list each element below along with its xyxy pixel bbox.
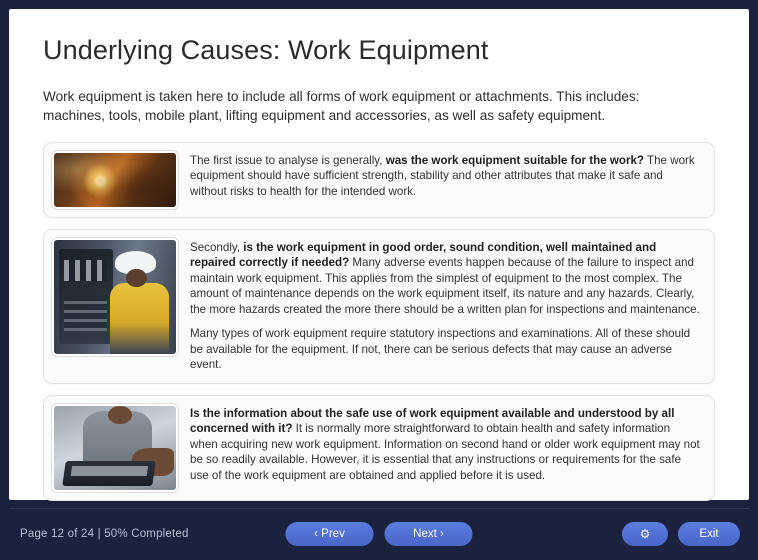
- content-card: [43, 229, 715, 384]
- card-text: [178, 238, 706, 375]
- card-text-rest: The work equipment should have sufficient strength, stability and other attributes that make it safe and without risks to health for the intended work.: [190, 153, 695, 198]
- content-card: [43, 142, 715, 218]
- card-text-bold: is the work equipment in good order, sound condition, well maintained and repaired correctly if needed?: [190, 240, 657, 270]
- card-text-lead: Secondly,: [190, 240, 244, 254]
- settings-button[interactable]: [622, 522, 668, 546]
- card-text-rest: It is normally more straightforward to obtain health and safety information when acquiring new work equipment. Information on second hand or older work equipment may not be so readily available. However, it is essential that any instructions or requirements for the safe use of the work equipment are obtained and applied before it is used.: [190, 422, 700, 482]
- exit-button[interactable]: Exit: [678, 522, 740, 546]
- card-text-rest: Many types of work equipment require statutory inspections and examinations. All of these should be available for the equipment. If not, there can be serious defects that may cause an adverse event.: [190, 327, 691, 372]
- next-button[interactable]: Next ›: [385, 522, 473, 546]
- intro-paragraph: Work equipment is taken here to include all forms of work equipment or attachments. This includes: machines, tools, mobile plant, lifting equipment and accessories, as well as safety equipment.: [43, 89, 640, 123]
- card-text: [178, 151, 706, 202]
- content-card: [43, 395, 715, 501]
- welding-sparks-photo: [52, 151, 178, 209]
- footer-actions: [622, 522, 740, 546]
- card-text-lead: The first issue to analyse is generally,: [190, 153, 386, 167]
- page-title: Underlying Causes: Work Equipment: [43, 35, 489, 65]
- player-footer: [0, 508, 758, 560]
- worker-with-laptop-photo: [52, 404, 178, 492]
- card-text-rest: Many adverse events happen because of the failure to inspect and maintain work equipment. This applies from the simplest of equipment to the most complex. The amount of maintenance depends on the work equipment itself, its nature and any hazards. Clearly, the more hazards created the more there should be a written plan for inspections and maintenance.: [190, 256, 700, 316]
- prev-button[interactable]: ‹ Prev: [286, 522, 374, 546]
- card-text-bold: was the work equipment suitable for the work?: [385, 153, 645, 167]
- card-text-bold: Is the information about the safe use of work equipment available and understood by all concerned with it?: [190, 406, 675, 436]
- slide-canvas: [9, 9, 749, 500]
- navigation-controls: [286, 522, 473, 546]
- card-text: [178, 404, 706, 486]
- gear-icon: ⚙: [639, 527, 651, 541]
- control-panel-operator-photo: [52, 238, 178, 356]
- page-status: Page 12 of 24 | 50% Completed: [20, 528, 189, 540]
